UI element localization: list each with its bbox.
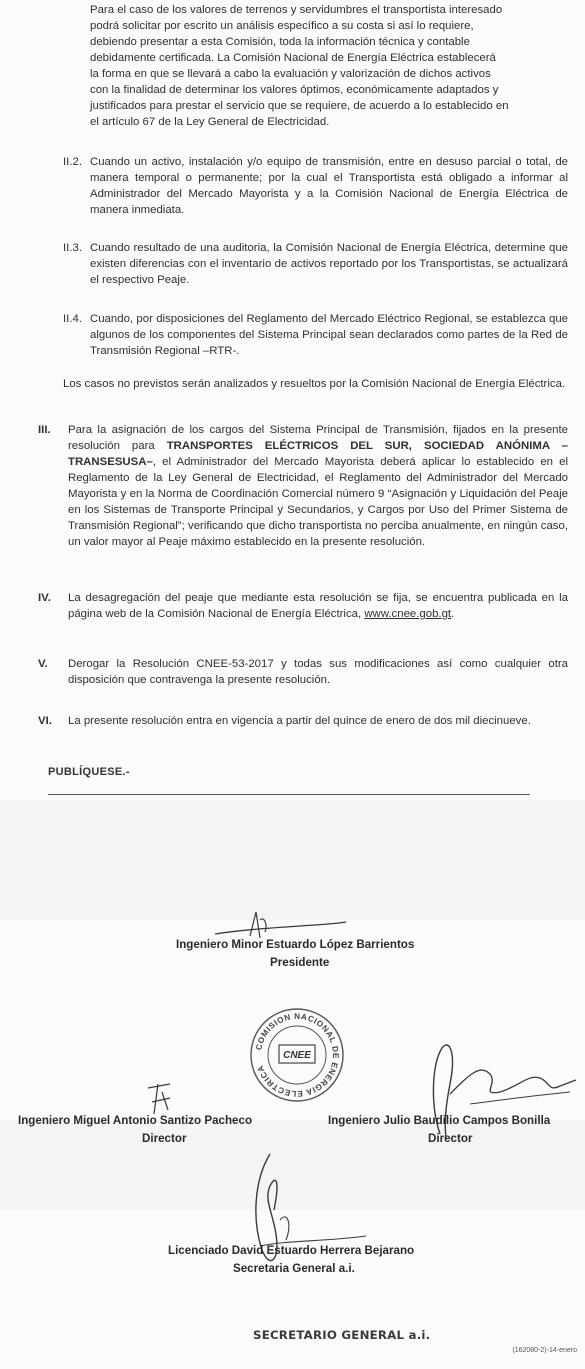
item-text: [68, 422, 568, 550]
item-text: [68, 590, 568, 622]
director-right-name: Ingeniero Julio Baudilio Campos Bonilla: [328, 1114, 551, 1127]
publiquese-heading: PUBLÍQUESE.-: [48, 766, 130, 778]
secretary-name: Licenciado David Estuardo Herrera Bejarano: [168, 1244, 415, 1257]
item-iv-end: .: [451, 608, 455, 620]
item-text: Derogar la Resolución CNEE-53-2017 y todas sus modificaciones así como cualquier otra disposición que contravenga la presente resolución.: [68, 658, 568, 686]
president-title: Presidente: [270, 956, 330, 969]
item-text: La presente resolución entra en vigencia a partir del quince de enero de dos mil diecinueve.: [68, 715, 531, 727]
item-iii-text: Para la asignación de los cargos del Sistema Principal de Transmisión, fijados en la presente resolución para: [68, 424, 568, 452]
secretary-signature: [240, 1150, 370, 1280]
intro-line: podrá solicitar por escrito un análisis específico a su costa si así lo requiere,: [90, 20, 474, 32]
president-name: Ingeniero Minor Estuardo López Barrientos: [176, 938, 415, 951]
intro-line: Para el caso de los valores de terrenos y servidumbres el transportista interesado: [90, 4, 503, 16]
intro-line: el artículo 67 de la Ley General de Electricidad.: [90, 116, 330, 128]
director-right-signature: [410, 1034, 580, 1144]
item-text: Cuando resultado de una auditoria, la Comisión Nacional de Energía Eléctrica, determine que existen diferencias con el inventario de activos reportado por los Transportistas, se actualizará el respectivo Peaje.: [90, 242, 568, 286]
secretario-general-stamp: SECRETARIO GENERAL a.i.: [253, 1328, 431, 1342]
casos-no-previstos: Los casos no previstos serán analizados y resueltos por la Comisión Nacional de Energía Eléctrica.: [63, 378, 566, 390]
item-text: Cuando, por disposiciones del Reglamento del Mercado Eléctrico Regional, se establezca que algunos de los componentes del Sistema Principal sean declarados como partes de la Red de Transmisión Regional –RTR-.: [90, 313, 568, 357]
item-number: II.3.: [63, 242, 82, 254]
scan-shading: [0, 800, 585, 920]
seal-logo-text: CNEE: [283, 1050, 311, 1061]
intro-paragraph: [90, 2, 568, 130]
item-number: III.: [38, 424, 51, 436]
item-number: VI.: [38, 715, 52, 727]
divider: [48, 794, 530, 795]
seal-ring-text: COMISION NACIONAL DE ENERGIA ELECTRICA: [254, 1011, 341, 1099]
intro-line: con la finalidad de determinar los valores óptimos, económicamente adaptados y: [90, 84, 499, 96]
intro-line: la forma en que se llevará a cabo la evaluación y valorización de dichos activos: [90, 68, 491, 80]
item-iii-text-cont: , el Administrador del Mercado Mayorista deberá aplicar lo establecido en el Reglamento de la Ley General de Electricidad, el Reglamento del Administrador del Mercado Mayorista y en la Norma de Coordinación Comercial número 9 “Asignación y Liquidación del Peaje en los Sistemas de Transporte Principal y Secundarios, y Cargos por Uso del Primer Sistema de Transmisión Regional”; verificando que dicho transportista no perciba anualmente, en ningún caso, un valor mayor al Peaje máximo establecido en la presente resolución.: [68, 456, 568, 548]
secretary-title: Secretaria General a.i.: [233, 1262, 355, 1275]
item-number: V.: [38, 658, 48, 670]
cnee-seal: [249, 1007, 345, 1103]
document-reference: (162080-2)-14-enero: [512, 1347, 577, 1354]
cnee-website-link[interactable]: www.cnee.gob.gt: [364, 608, 452, 620]
item-number: IV.: [38, 592, 51, 604]
director-left-title: Director: [142, 1132, 187, 1145]
intro-line: debiendo presentar a esta Comisión, toda la información técnica y contable: [90, 36, 470, 48]
company-name: TRANSPORTES ELÉCTRICOS DEL SUR, SOCIEDAD ANÓNIMA – TRANSESUSA–: [68, 440, 568, 468]
item-iv-text: La desagregación del peaje que mediante esta resolución se fija, se encuentra publicada en la página web de la Comisión Nacional de Energía Eléctrica,: [68, 592, 568, 620]
director-left-name: Ingeniero Miguel Antonio Santizo Pacheco: [18, 1114, 253, 1127]
item-number: II.2.: [63, 156, 82, 168]
item-text: Cuando un activo, instalación y/o equipo de transmisión, entre en desuso parcial o total, de manera temporal o permanente; por la cual el Transportista está obligado a informar al Administrador del Mercado Mayorista y a la Comisión Nacional de Energía Eléctrica de manera inmediata.: [90, 156, 568, 216]
director-right-title: Director: [428, 1132, 473, 1145]
intro-line: justificados para prestar el servicio que se requiere, de acuerdo a lo establecido en: [90, 100, 509, 112]
intro-line: debidamente certificada. La Comisión Nacional de Energía Eléctrica establecerá: [90, 52, 496, 64]
item-number: II.4.: [63, 313, 82, 325]
